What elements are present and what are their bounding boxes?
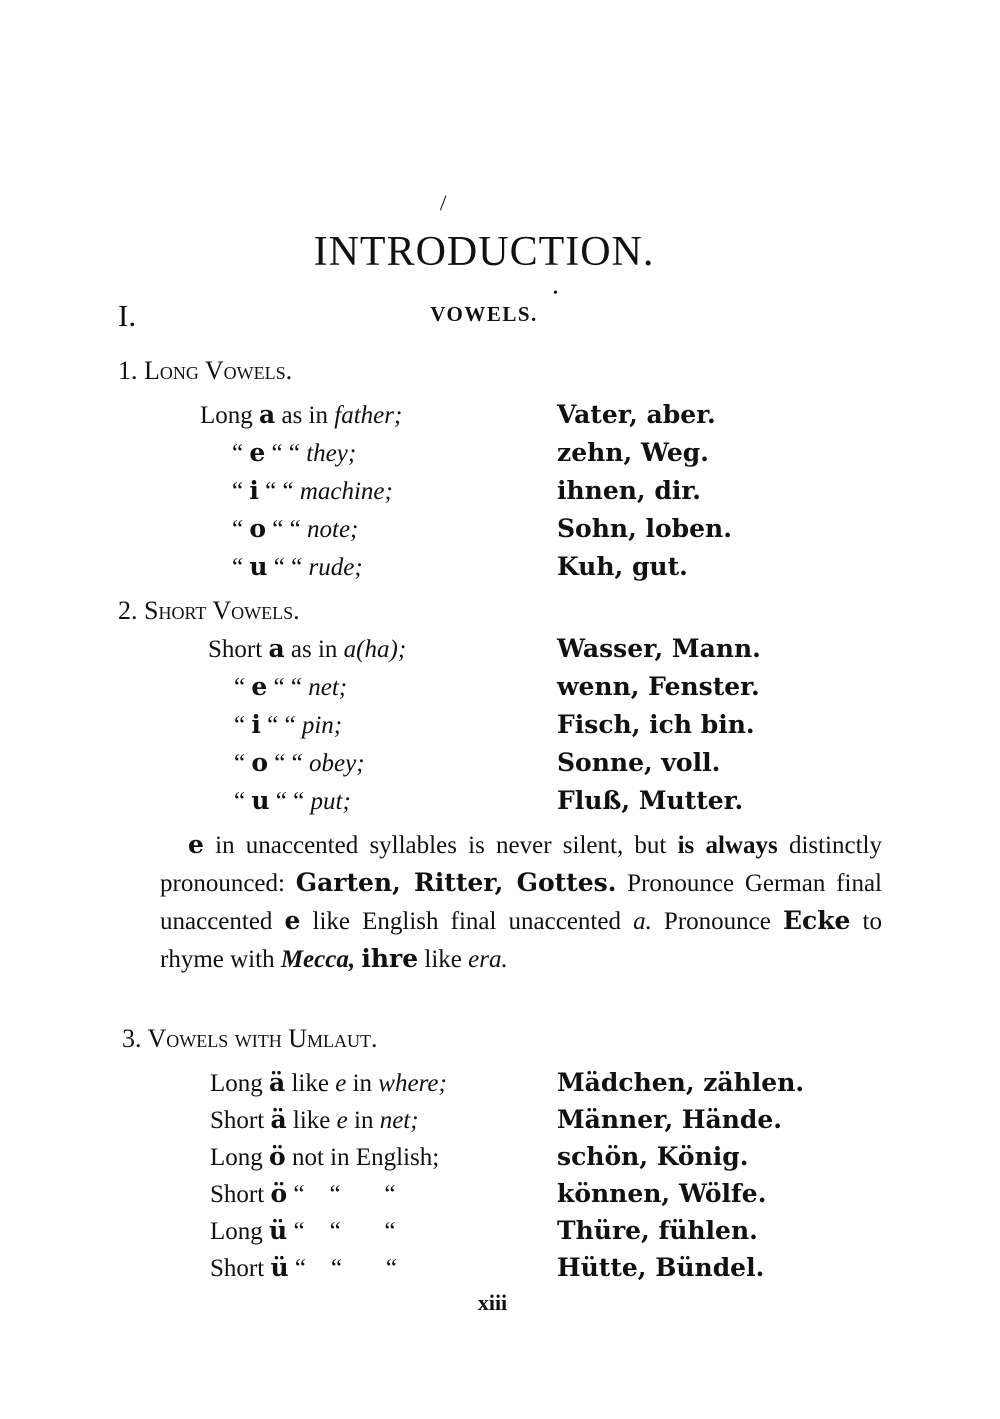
row-in: in (346, 1070, 379, 1097)
row-in: in (347, 1107, 380, 1134)
paragraph-italic: Mecca, (280, 946, 356, 973)
paragraph-part: like (418, 946, 469, 973)
german-example: können, Wölfe. (557, 1179, 767, 1208)
ink-mark: \ (433, 191, 454, 215)
umlaut-row (210, 1216, 396, 1246)
page-title: INTRODUCTION. (313, 229, 655, 275)
row-lead: “ (232, 554, 250, 581)
german-example: Sohn, loben. (557, 514, 732, 543)
vowel-letter: ü (270, 1253, 289, 1282)
row-rest: “ “ “ (288, 1255, 397, 1282)
row-lead: Short (210, 1107, 271, 1134)
short-vowel-row (234, 710, 342, 740)
umlaut-row (210, 1105, 419, 1135)
row-mid: “ “ (260, 712, 302, 739)
german-example: Vater, aber. (557, 400, 716, 429)
german-example: Mädchen, zählen. (557, 1068, 805, 1097)
example-word: put; (310, 788, 351, 815)
vowel-letter: ü (269, 1216, 288, 1245)
german-example: Wasser, Mann. (557, 634, 761, 663)
paragraph-german: e (284, 906, 301, 935)
vowel-letter: a (259, 400, 276, 429)
long-vowel-row (200, 400, 402, 430)
row-lead: Long (210, 1070, 270, 1097)
row-lead: Short (208, 636, 269, 663)
row-mid: “ “ (269, 788, 311, 815)
long-vowel-row (232, 514, 358, 544)
row-lead: “ (232, 440, 250, 467)
vowel-letter: u (251, 786, 270, 815)
german-example: Hütte, Bündel. (557, 1253, 765, 1282)
row-rest: like (285, 1070, 336, 1097)
short-vowel-row (208, 634, 406, 664)
row-e: e (336, 1107, 348, 1134)
row-mid: as in (275, 402, 335, 429)
long-vowel-row (232, 476, 393, 506)
example-word: net; (379, 1107, 419, 1134)
example-word: machine; (299, 478, 393, 505)
short-vowel-row (234, 672, 347, 702)
paragraph-text (160, 826, 882, 978)
vowel-letter: e (249, 438, 266, 467)
row-lead: “ (234, 712, 252, 739)
paragraph-italic: era. (468, 946, 508, 973)
vowel-letter: a (268, 634, 285, 663)
umlaut-row (210, 1253, 397, 1283)
row-mid: “ “ (266, 516, 307, 543)
short-vowel-row (234, 786, 351, 816)
vowel-letter: i (249, 476, 259, 505)
row-lead: “ (234, 788, 252, 815)
vowel-letter: o (249, 514, 267, 543)
page-number: xiii (477, 1290, 508, 1315)
german-example: Kuh, gut. (557, 552, 688, 581)
umlaut-row (210, 1179, 395, 1209)
row-lead: Long (210, 1144, 270, 1171)
paragraph-german: Garten, Ritter, Gottes. (295, 868, 617, 897)
paragraph-part: distinctly pronounced: (160, 832, 882, 897)
paragraph-part: Pronounce German final unaccented (160, 870, 882, 935)
row-mid: “ “ (265, 440, 307, 467)
long-vowel-row (232, 552, 363, 582)
german-example: Fisch, ich bin. (557, 710, 755, 739)
example-word: rude; (308, 554, 363, 581)
german-example: Thüre, fühlen. (557, 1216, 758, 1245)
short-vowel-row (234, 748, 365, 778)
paragraph-part: in unaccented syllables is never silent, but (203, 832, 678, 859)
row-lead: Short (210, 1255, 271, 1282)
example-word: they; (306, 440, 357, 467)
row-lead: Long (200, 402, 260, 429)
row-mid: “ “ (268, 750, 309, 777)
pronunciation-paragraph (160, 826, 882, 978)
example-word: note; (307, 516, 359, 543)
row-lead: “ (234, 674, 252, 701)
paragraph-german: Ecke (782, 906, 851, 935)
vowel-letter: u (249, 552, 268, 581)
row-lead: Long (210, 1218, 270, 1245)
german-example: zehn, Weg. (557, 438, 709, 467)
short-vowels-heading: 2. Short Vowels. (118, 596, 300, 625)
example-word: where; (378, 1070, 447, 1097)
vowel-letter: o (251, 748, 269, 777)
example-word: father; (334, 402, 403, 429)
paragraph-part: to rhyme with (160, 908, 882, 973)
umlaut-row (210, 1068, 447, 1098)
german-example: Sonne, voll. (557, 748, 721, 777)
row-lead: “ (232, 478, 250, 505)
vowel-letter: e (251, 672, 268, 701)
example-word: pin; (301, 712, 343, 739)
paragraph-part: like English final unaccented (300, 908, 634, 935)
vowel-letter: ö (270, 1179, 288, 1208)
umlaut-heading: 3. Vowels with Umlaut. (122, 1024, 378, 1053)
section-title-mark: • (553, 286, 558, 301)
paragraph-italic: a. (633, 908, 652, 935)
row-rest: “ “ “ (287, 1181, 396, 1208)
vowel-letter: i (251, 710, 261, 739)
row-rest: not in English; (285, 1144, 440, 1171)
example-word: a(ha); (343, 636, 407, 663)
row-lead: Short (210, 1181, 271, 1208)
paragraph-e: e (188, 830, 204, 859)
row-mid: as in (284, 636, 344, 663)
row-e: e (335, 1070, 347, 1097)
example-word: net; (308, 674, 348, 701)
vowel-letter: ä (269, 1068, 286, 1097)
long-vowel-row (232, 438, 356, 468)
long-vowels-heading: 1. Long Vowels. (118, 356, 293, 385)
row-lead: “ (234, 750, 252, 777)
vowel-letter: ö (269, 1142, 286, 1171)
section-number: I. (118, 298, 137, 333)
german-example: schön, König. (557, 1142, 749, 1171)
paragraph-part: Pronounce (651, 908, 783, 935)
row-rest: like (286, 1107, 337, 1134)
row-mid: “ “ (267, 554, 309, 581)
german-example: Fluß, Mutter. (557, 786, 744, 815)
section-title: VOWELS. (430, 302, 538, 326)
example-word: obey; (309, 750, 365, 777)
paragraph-bold: is always (677, 832, 778, 859)
german-example: ihnen, dir. (557, 476, 701, 505)
row-mid: “ “ (267, 674, 309, 701)
german-example: Männer, Hände. (557, 1105, 782, 1134)
row-mid: “ “ (258, 478, 300, 505)
row-lead: “ (232, 516, 250, 543)
umlaut-row (210, 1142, 439, 1172)
german-example: wenn, Fenster. (557, 672, 760, 701)
vowel-letter: ä (270, 1105, 287, 1134)
row-rest: “ “ “ (287, 1218, 396, 1245)
paragraph-german: ihre (361, 944, 419, 973)
